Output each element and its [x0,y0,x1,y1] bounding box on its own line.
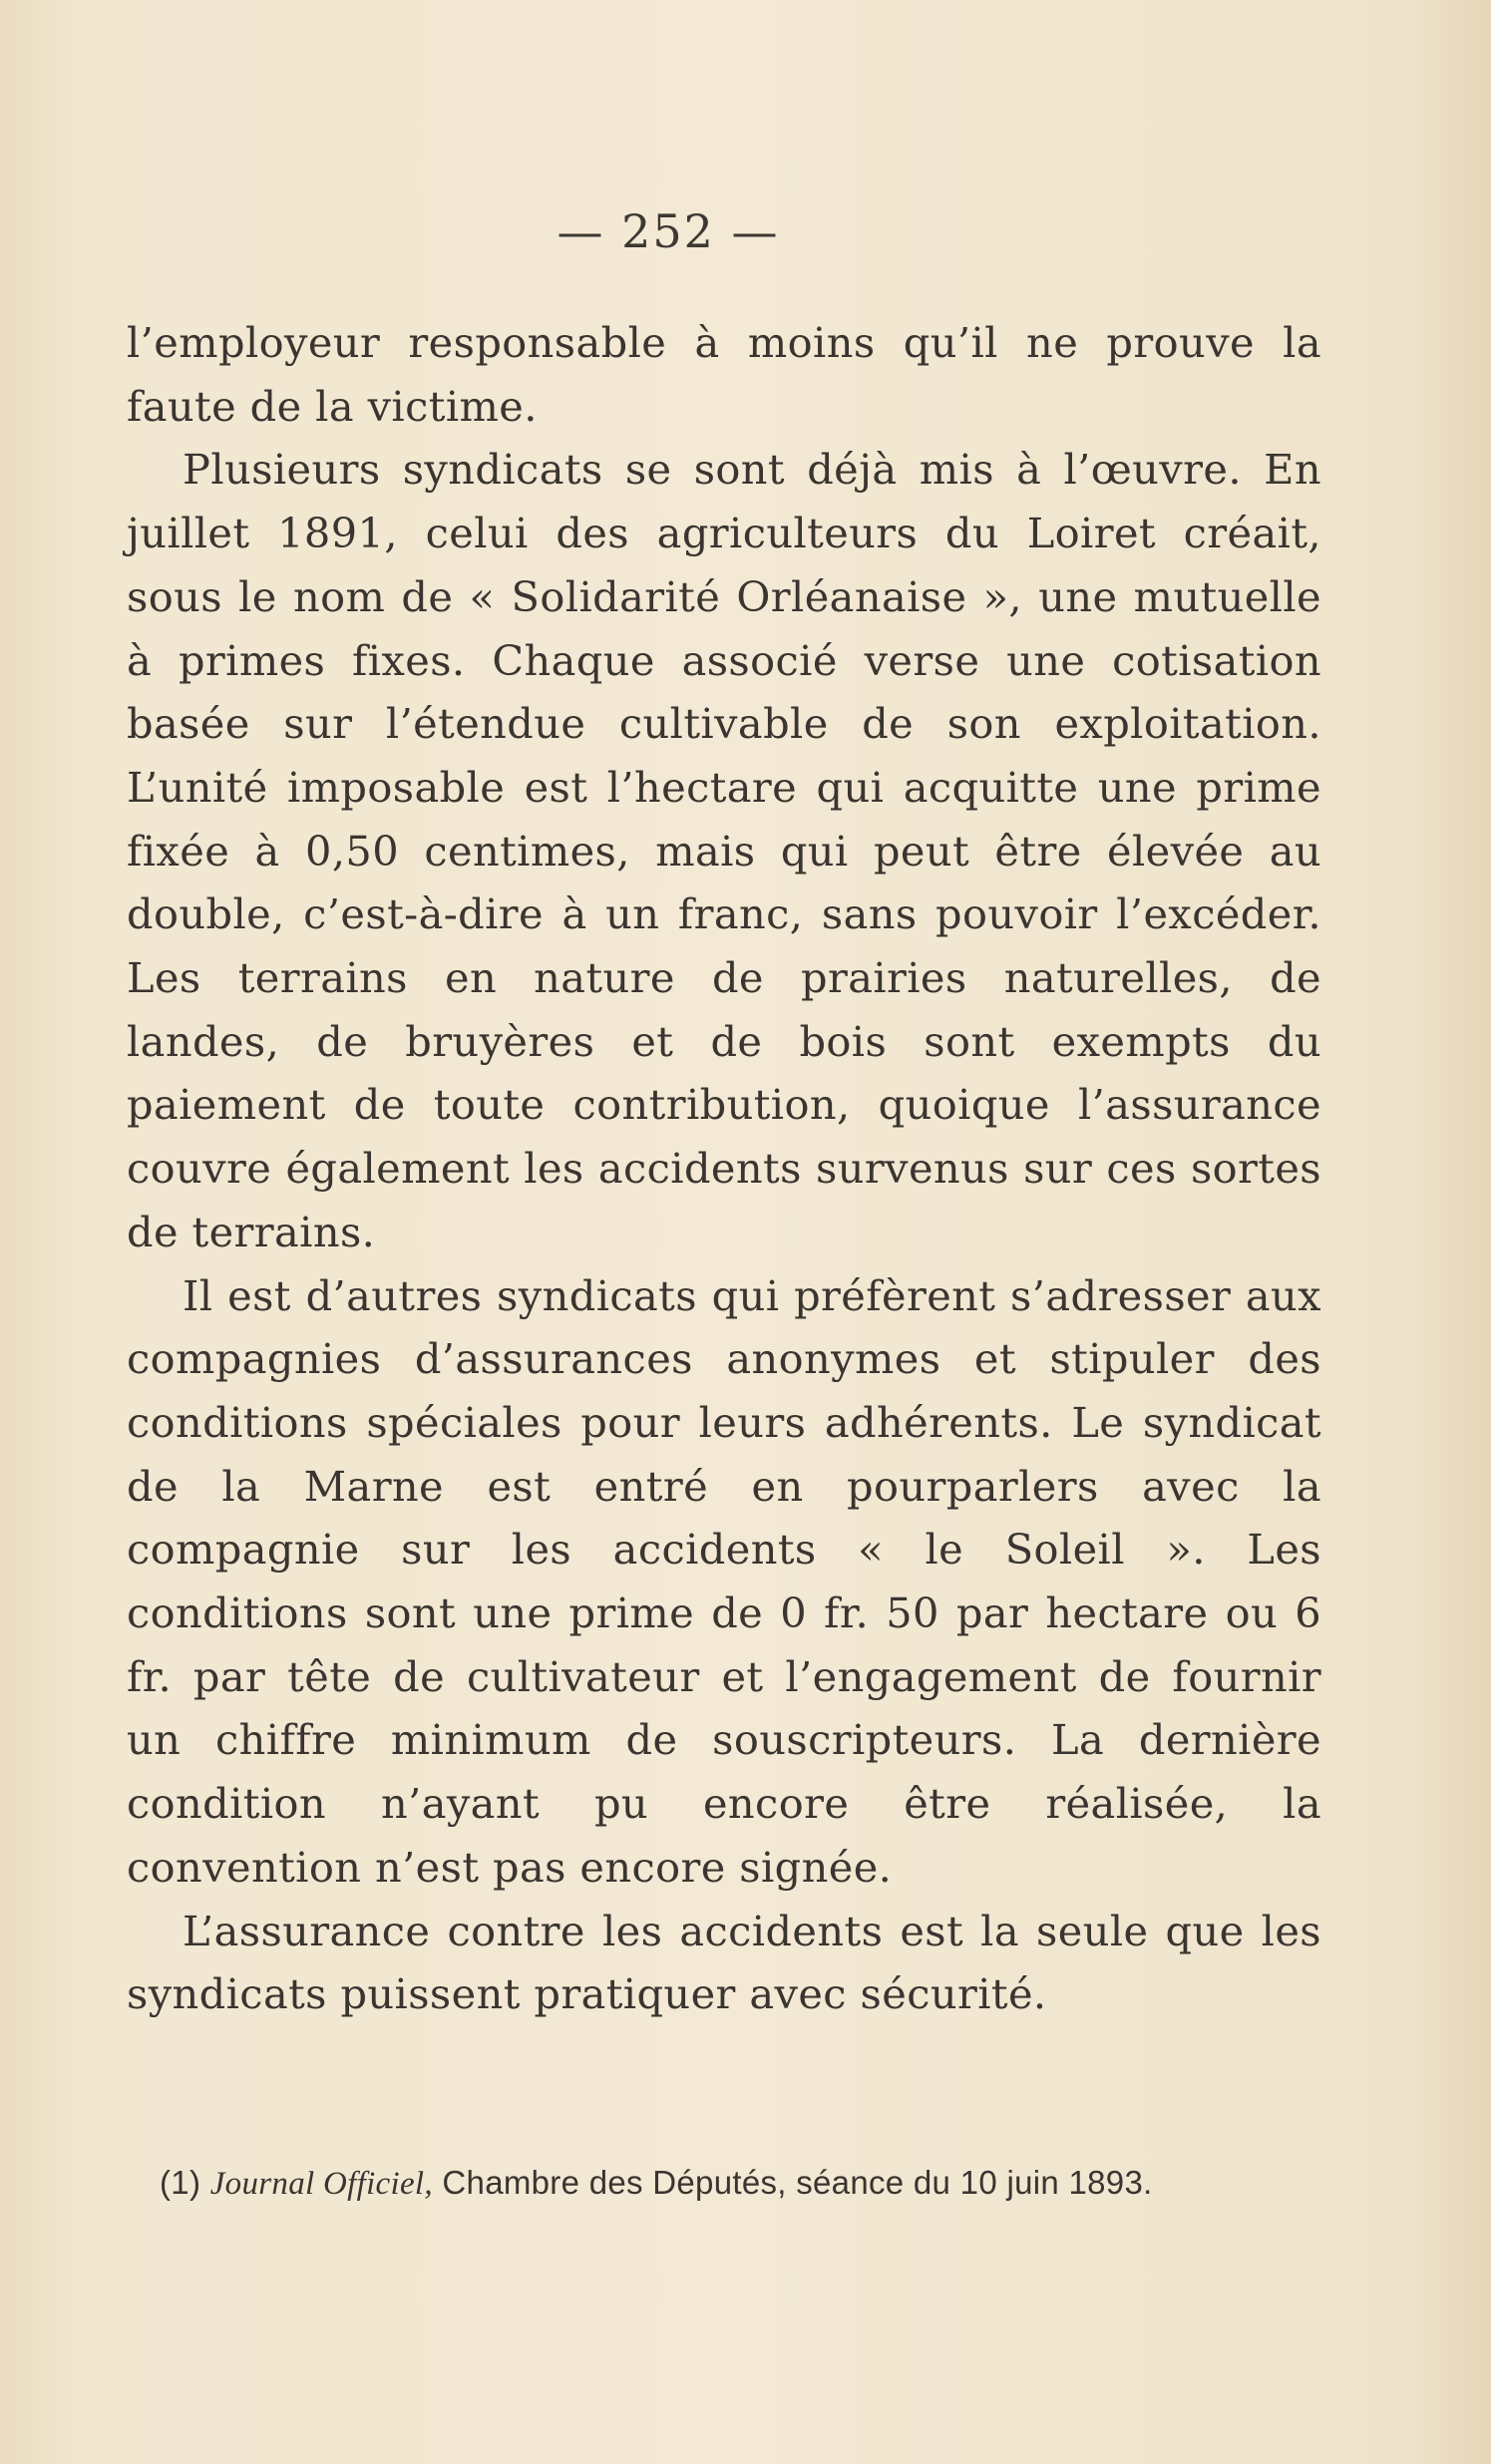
footnote [160,2164,1356,2203]
footnote-source: Journal Officiel, [209,2166,433,2202]
paragraph-continuation: l’employeur responsable à moins qu’il ne prouve la faute de la victime. [127,318,1321,431]
page-number: — 252 — [557,204,780,258]
body-text [127,311,1321,2026]
footnote-marker: (1) [160,2164,201,2201]
footnote-text: Chambre des Députés, séance du 10 juin 1893. [442,2164,1153,2201]
paragraph-compagnies-assurances: Il est d’autres syndicats qui préfèrent s’adresser aux compagnies d’assurances anonymes et stipuler des conditions spéciales pour leurs adhérents. Le syndicat de la Marne est entré en pourparlers avec la compagnie sur les accidents « le Soleil ». Les conditions sont une prime de 0 fr. 50 par hectare ou 6 fr. par tête de cultivateur et l’engagement de fournir un chiffre minimum de souscripteurs. La dernière condition n’ayant pu encore être réalisée, la convention n’est pas encore signée. [127,1270,1321,1892]
paragraph-conclusion: L’assurance contre les accidents est la seule que les syndicats puissent pratiquer avec sécurité. [127,1906,1321,2019]
paragraph-syndicats-loiret: Plusieurs syndicats se sont déjà mis à l’œuvre. En juillet 1891, celui des agriculteurs du Loiret créait, sous le nom de « Solidarité Orléanaise », une mutuelle à primes fixes. Chaque associé verse une cotisation basée sur l’étendue cultivable de son exploitation. L’unité imposable est l’hectare qui acquitte une prime fixée à 0,50 centimes, mais qui peut être élevée au double, c’est-à-dire à un franc, sans pouvoir l’excéder. Les terrains en nature de prairies naturelles, de landes, de bruyères et de bois sont exempts du paiement de toute contribution, quoique l’assurance couvre également les accidents survenus sur ces sortes de terrains. [127,445,1321,1256]
